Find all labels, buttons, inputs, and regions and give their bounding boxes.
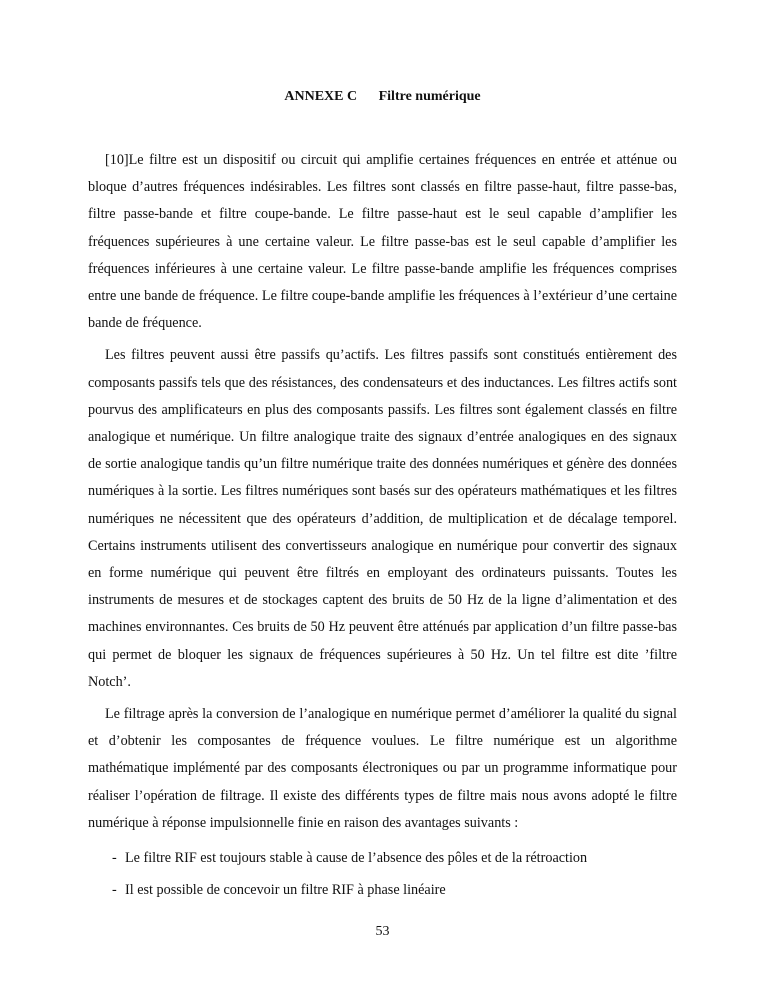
list-item-text: Il est possible de concevoir un filtre RIF à phase linéaire: [125, 882, 446, 899]
list-item: [88, 874, 677, 906]
list-item: [88, 842, 677, 874]
appendix-label: ANNEXE C: [284, 89, 358, 104]
paragraph-intro: [10]Le filtre est un dispositif ou circuit qui amplifie certaines fréquences en entrée et atténue ou bloque d’autres fréquences indésirables. Les filtres sont classés en filtre passe-haut, filtre passe-bas, filtre passe-bande et filtre coupe-bande. Le filtre passe-haut est le seul capable d’amplifier les fréquences supérieures à une certaine valeur. Le filtre passe-bas est le seul capable d’amplifier les fréquences inférieures à une certaine valeur. Le filtre passe-bande amplifie les fréquences comprises entre une bande de fréquence. Le filtre coupe-bande amplifie les fréquences à l’extérieur d’une certaine bande de fréquence.: [88, 152, 677, 332]
list-dash: -: [112, 850, 117, 867]
advantages-list: [88, 842, 677, 906]
paragraph-filter-types: Les filtres peuvent aussi être passifs qu’actifs. Les filtres passifs sont constitués entièrement des composants passifs tels que des résistances, des condensateurs et des inductances. Les filtres actifs sont pourvus des amplificateurs en plus des composants passifs. Les filtres sont également classés en filtre analogique et numérique. Un filtre analogique traite des signaux d’entrée analogiques en des signaux de sortie analogique tandis qu’un filtre numérique traite des données numériques et génère des données numériques à la sortie. Les filtres numériques sont basés sur des opérateurs mathématiques et les filtres numériques ne nécessitent que des opérateurs d’addition, de multiplication et de décalage temporel. Certains instruments utilisent des convertisseurs analogique en numérique pour convertir des signaux en forme numérique qui peuvent être filtrés en employant des ordinateurs puissants. Toutes les instruments de mesures et de stockages captent des bruits de 50 Hz de la ligne d’alimentation et des machines environnantes. Ces bruits de 50 Hz peuvent être atténués par application d’un filtre passe-bas qui permet de bloquer les signaux de fréquences supérieures à 50 Hz. Un tel filtre est dite ’filtre Notch’.: [88, 347, 677, 690]
page-number: 53: [375, 924, 390, 939]
body-text: [88, 147, 677, 906]
paragraph-digital-filtering: Le filtrage après la conversion de l’analogique en numérique permet d’améliorer la qualité du signal et d’obtenir les composantes de fréquence voulues. Le filtre numérique est un algorithme mathématique implémenté par des composants électroniques ou par un programme informatique pour réaliser l’opération de filtrage. Il existe des différents types de filtre mais nous avons adopté le filtre numérique à réponse impulsionnelle finie en raison des avantages suivants :: [88, 706, 677, 831]
appendix-heading: [0, 88, 765, 106]
list-item-text: Le filtre RIF est toujours stable à cause de l’absence des pôles et de la rétroaction: [125, 850, 588, 867]
list-dash: -: [112, 882, 117, 899]
appendix-title: Filtre numérique: [378, 89, 481, 104]
